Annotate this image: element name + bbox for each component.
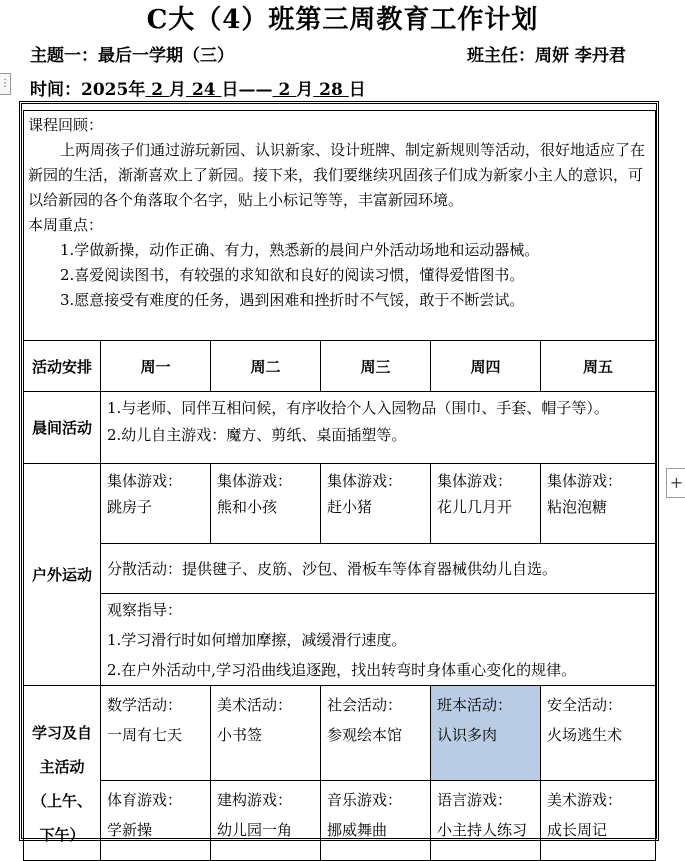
outdoor-game-cell — [321, 464, 431, 544]
activity-type: 安全活动： — [547, 696, 623, 714]
learning-cell — [541, 781, 656, 861]
theme-label: 主题一：最后一学期（三） — [30, 46, 234, 66]
day-monday: 周一 — [101, 341, 211, 392]
end-month: 2 — [278, 80, 291, 100]
learning-cell — [541, 686, 656, 781]
activity-name: 一周有七天 — [107, 726, 183, 744]
learning-cell-highlighted — [431, 686, 541, 781]
add-column-icon[interactable]: + — [666, 468, 685, 498]
start-month-sep: 月 — [169, 80, 187, 100]
activity-type: 班本活动： — [437, 696, 513, 714]
morning-row — [24, 392, 656, 464]
activity-name: 参观绘本馆 — [327, 726, 403, 744]
activity-name: 挪威舞曲 — [327, 821, 388, 839]
game-name: 粘泡泡糖 — [547, 498, 608, 516]
outdoor-game-cell — [101, 464, 211, 544]
review-heading: 课程回顾： — [28, 116, 104, 134]
outdoor-label: 户外运动 — [24, 464, 101, 686]
start-month: 2 — [151, 80, 164, 100]
outdoor-game-cell — [431, 464, 541, 544]
scatter-row — [24, 544, 656, 594]
learning-cell — [101, 781, 211, 861]
morning-line: 1.与老师、同伴互相问候，有序收拾个人入园物品（围巾、手套、帽子等）。 — [107, 399, 609, 417]
scatter-activity: 分散活动：提供毽子、皮筋、沙包、滑板车等体育器械供幼儿自选。 — [101, 544, 656, 594]
activity-type: 美术游戏： — [547, 791, 623, 809]
outdoor-games-row — [24, 464, 656, 544]
teacher-label: 班主任：周妍 李丹君 — [467, 46, 626, 66]
game-name: 赶小猪 — [327, 498, 373, 516]
review-text: 上两周孩子们通过游玩新园、认识新家、设计班牌、制定新规则等活动，很好地适应了在新园的生活，渐渐喜欢上了新园。接下来，我们要继续巩固孩子们成为新家小主人的意识，可以给新园的各个角落取个名字，贴上小标记等等，丰富新园环境。 — [28, 141, 646, 209]
day-wednesday: 周三 — [321, 341, 431, 392]
game-type: 集体游戏： — [107, 472, 183, 490]
learning-cell — [211, 686, 321, 781]
game-name: 跳房子 — [107, 498, 153, 516]
start-day: 24 — [191, 80, 216, 100]
focus-item: 3.愿意接受有难度的任务，遇到困难和挫折时不气馁，敢于不断尝试。 — [60, 291, 525, 309]
end-day-sep: 日 — [348, 80, 366, 100]
morning-line: 2.幼儿自主游戏：魔方、剪纸、桌面插塑等。 — [107, 426, 407, 444]
game-type: 集体游戏： — [547, 472, 623, 490]
course-review-cell — [24, 111, 656, 341]
day-tuesday: 周二 — [211, 341, 321, 392]
game-type: 集体游戏： — [327, 472, 403, 490]
activity-name: 幼儿园一角 — [217, 821, 293, 839]
morning-label: 晨间活动 — [24, 392, 101, 464]
learning-row-2 — [24, 781, 656, 861]
outdoor-game-cell — [211, 464, 321, 544]
activity-name: 火场逃生术 — [547, 726, 623, 744]
corner-label: 活动安排 — [24, 341, 101, 392]
learning-cell — [211, 781, 321, 861]
morning-content — [101, 392, 656, 464]
focus-item: 1.学做新操，动作正确、有力，熟悉新的晨间户外活动场地和运动器械。 — [60, 241, 540, 259]
activity-name: 小主持人练习 — [437, 821, 528, 839]
days-header-row — [24, 341, 656, 392]
observe-line: 2.在户外活动中,学习沿曲线追逐跑，找出转弯时身体重心变化的规律。 — [107, 661, 577, 679]
review-row — [24, 111, 656, 341]
activity-type: 美术活动： — [217, 696, 293, 714]
outdoor-game-cell — [541, 464, 656, 544]
learning-cell — [431, 781, 541, 861]
weekly-plan-table — [23, 110, 656, 861]
learning-cell — [101, 686, 211, 781]
activity-name: 小书签 — [217, 726, 263, 744]
game-type: 集体游戏： — [217, 472, 293, 490]
game-name: 花儿几月开 — [437, 498, 513, 516]
time-prefix: 时间：2025年 — [30, 80, 146, 100]
observe-row — [24, 594, 656, 686]
observe-line: 1.学习滑行时如何增加摩擦，减缓滑行速度。 — [107, 631, 407, 649]
learning-row-1 — [24, 686, 656, 781]
end-day: 28 — [319, 80, 343, 100]
activity-type: 音乐游戏： — [327, 791, 403, 809]
activity-type: 语言游戏： — [437, 791, 513, 809]
learning-cell — [321, 781, 431, 861]
focus-heading: 本周重点： — [28, 216, 104, 234]
activity-type: 体育游戏： — [107, 791, 183, 809]
day-friday: 周五 — [541, 341, 656, 392]
page-title: C大（4）班第三周教育工作计划 — [146, 5, 539, 35]
game-type: 集体游戏： — [437, 472, 513, 490]
activity-name: 学新操 — [107, 821, 153, 839]
observe-content — [101, 594, 656, 686]
learning-label: 学习及自 主活动 （上午、 下午） — [24, 686, 101, 861]
activity-name: 成长周记 — [547, 821, 608, 839]
activity-type: 社会活动： — [327, 696, 403, 714]
activity-type: 建构游戏： — [217, 791, 293, 809]
activity-name: 认识多肉 — [437, 726, 498, 744]
table-move-handle-icon[interactable]: ⋮ — [0, 73, 11, 95]
focus-item: 2.喜爱阅读图书，有较强的求知欲和良好的阅读习惯，懂得爱惜图书。 — [60, 266, 525, 284]
day-thursday: 周四 — [431, 341, 541, 392]
learning-cell — [321, 686, 431, 781]
date-range — [30, 78, 366, 102]
end-month-sep: 月 — [296, 80, 314, 100]
game-name: 熊和小孩 — [217, 498, 278, 516]
activity-type: 数学活动： — [107, 696, 183, 714]
date-mid: 日—— — [221, 80, 273, 100]
observe-heading: 观察指导： — [107, 601, 183, 619]
